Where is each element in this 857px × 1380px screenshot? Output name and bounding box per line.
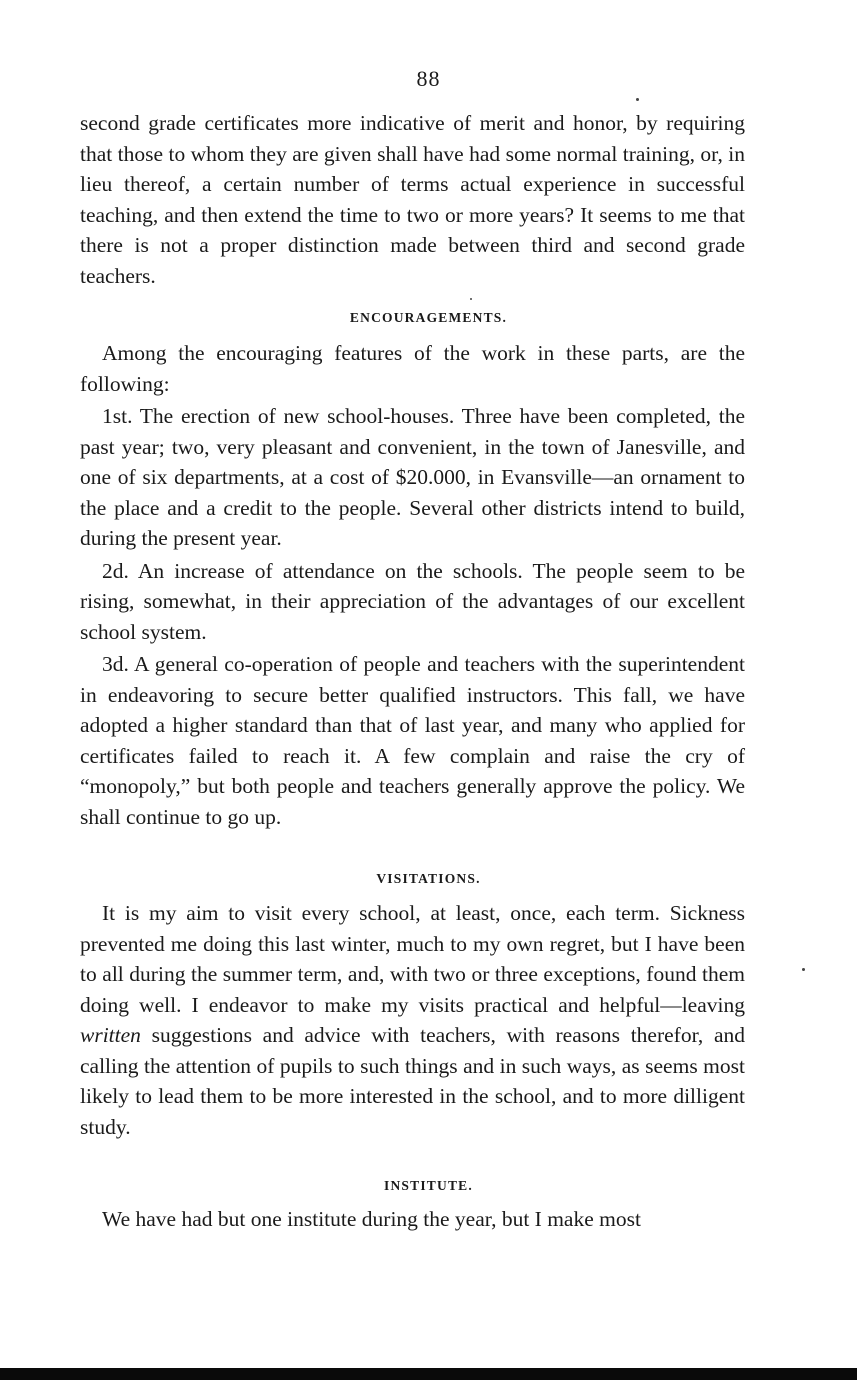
scan-speck xyxy=(636,98,639,101)
encouragements-text-block xyxy=(80,338,745,832)
institute-text-block xyxy=(80,1204,745,1235)
paragraph-grade-certificates: second grade certificates more indicative of merit and honor, by requiring that those to whom they are given shall have had some normal training, or, in lieu thereof, a certain number of terms actual experience in successful teaching, and then extend the time to two or more years? It seems to me that there is not a proper distinction made between third and second grade teachers. xyxy=(80,111,745,288)
paragraph-institute: We have had but one institute during the year, but I make most xyxy=(102,1207,641,1231)
paragraph-visitations xyxy=(80,898,745,1142)
scan-speck xyxy=(470,298,472,300)
page-number: 88 xyxy=(416,66,441,91)
section-heading-institute: INSTITUTE. xyxy=(384,1178,473,1193)
scan-bottom-border xyxy=(0,1368,857,1380)
italic-word-written: written xyxy=(80,1023,141,1047)
visitations-text-start: It is my aim to visit every school, at least, once, each term. Sickness prevented me doing this last winter, much to my own regret, but I have been to all during the summer term, and, with two or three exceptions, found them doing well. I endeavor to make my visits practical and helpful—leaving xyxy=(80,901,745,1017)
section-heading-encouragements: ENCOURAGEMENTS. xyxy=(349,310,508,325)
paragraph-first-school-houses: 1st. The erection of new school-houses. Three have been completed, the past year; two, very pleasant and convenient, in the town of Janesville, and one of six departments, at a cost of $20.000, in Evansville—an ornament to the place and a credit to the people. Several other districts intend to build, during the present year. xyxy=(80,404,745,550)
section-heading-visitations: VISITATIONS. xyxy=(376,871,481,886)
visitations-text-block xyxy=(80,898,745,1142)
paragraph-third-cooperation: 3d. A general co-operation of people and teachers with the superintendent in endeavoring to secure better qualified instructors. This fall, we have adopted a higher standard than that of last year, and many who applied for certificates failed to reach it. A few complain and raise the cry of “monopoly,” but both people and teachers generally approve the policy. We shall continue to go up. xyxy=(80,652,745,829)
scan-speck xyxy=(802,968,805,971)
paragraph-encouraging-features: Among the encouraging features of the work in these parts, are the following: xyxy=(80,341,745,396)
opening-text-block xyxy=(80,108,745,291)
visitations-text-end: suggestions and advice with teachers, with reasons therefor, and calling the attention of pupils to such things and in such ways, as seems most likely to lead them to be more interested in the school, and to more dilligent study. xyxy=(80,1023,745,1139)
paragraph-second-attendance: 2d. An increase of attendance on the schools. The people seem to be rising, somewhat, in their appreciation of the advantages of our excellent school system. xyxy=(80,558,745,644)
